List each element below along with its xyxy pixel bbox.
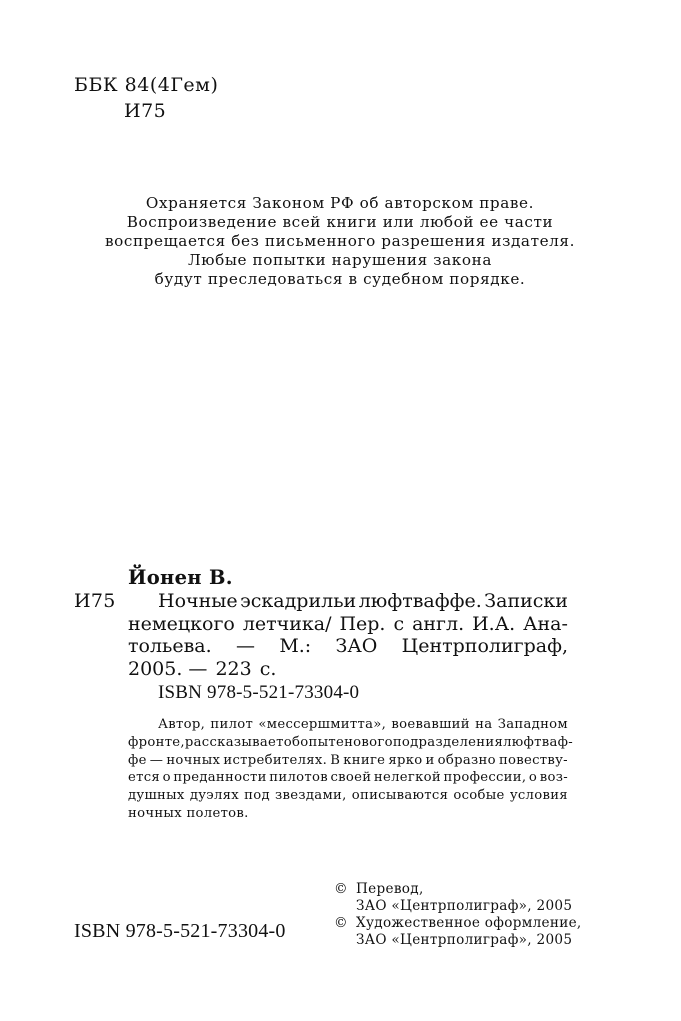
biblio-line: [128, 658, 568, 681]
record-author: Йонен В.: [128, 566, 233, 589]
copyright-line: [334, 915, 582, 932]
annotation-word: и: [425, 752, 435, 768]
biblio-word: с.: [259, 657, 277, 680]
biblio-line: [128, 635, 568, 658]
annotation-word: ночных: [166, 752, 221, 768]
annotation-word: истребителях.: [223, 752, 328, 768]
annotation-word: под: [244, 788, 270, 804]
annotation-word: опыте: [300, 734, 345, 750]
annotation-word: люфтваф-: [503, 734, 574, 750]
annotation-line: [128, 734, 574, 752]
biblio-word: И.А.: [472, 612, 516, 635]
annotation-word: условия: [509, 788, 568, 804]
annotation-word: воз-: [539, 770, 568, 786]
notice-line: Воспроизведение всей книги или любой ее части: [126, 213, 554, 231]
annotation-word: «мессершмитта»,: [258, 717, 387, 732]
annotation-line: [128, 805, 568, 823]
biblio-word: летчика/: [242, 612, 332, 635]
annotation-word: пилот: [210, 717, 254, 732]
footer-isbn: ISBN 978-5-521-73304-0: [74, 920, 286, 942]
annotation-word: на: [475, 717, 493, 732]
annotation-word: —: [149, 752, 164, 768]
biblio-line: [128, 590, 568, 613]
copyright-entry: Перевод,: [356, 881, 424, 897]
notice-line: Любые попытки нарушения закона: [187, 251, 492, 269]
biblio-word: —: [236, 635, 255, 657]
annotation-line: [128, 752, 568, 770]
annotation-word: особые: [453, 788, 505, 804]
annotation-word: В: [330, 752, 341, 768]
biblio-word: Пер.: [339, 612, 386, 635]
annotation-line: [128, 787, 568, 805]
biblio-word: англ.: [412, 612, 465, 635]
annotation-line: [128, 769, 568, 787]
biblio-word: М.:: [279, 635, 312, 657]
biblio-word: Записки: [484, 590, 568, 612]
copyright-sign: ©: [334, 915, 348, 931]
annotation-word: образно: [437, 752, 496, 768]
annotation-word: рассказывает: [184, 734, 284, 750]
annotation-word: своей: [330, 770, 372, 786]
annotation-word: об: [283, 734, 301, 750]
annotation-word: звездами,: [275, 788, 347, 804]
copyright-block: [334, 881, 582, 949]
annotation-word: ночных полетов.: [128, 805, 249, 821]
annotation-word: дуэлях: [189, 788, 240, 804]
annotation-word: душных: [128, 788, 185, 804]
biblio-word: Ана-: [523, 612, 568, 635]
annotation-word: воевавший: [391, 717, 470, 732]
biblio-word: ЗАО: [335, 635, 378, 657]
biblio-word: 223: [215, 657, 252, 680]
annotation: [128, 716, 574, 823]
annotation-word: нового: [344, 734, 393, 750]
notice-line: Охраняется Законом РФ об авторском праве.: [145, 194, 535, 212]
bibliographic-description: [128, 590, 568, 680]
annotation-word: Западном: [497, 717, 568, 732]
annotation-line: [128, 716, 568, 734]
biblio-word: эскадрильи: [240, 590, 357, 612]
biblio-word: немецкого: [128, 612, 235, 635]
biblio-word: люфтваффе.: [358, 590, 482, 612]
annotation-word: ется: [128, 770, 161, 786]
bbk-code: ББК 84(4Гем): [74, 74, 219, 96]
copyright-line: ЗАО «Центрполиграф», 2005: [356, 932, 573, 948]
annotation-word: преданности: [173, 770, 267, 786]
copyright-sign: ©: [334, 881, 348, 897]
biblio-word: с: [393, 612, 405, 635]
annotation-word: фе: [128, 752, 147, 768]
annotation-word: повеству-: [498, 752, 568, 768]
biblio-word: Ночные: [158, 590, 238, 612]
annotation-word: описываются: [351, 788, 449, 804]
copyright-line: [334, 881, 582, 898]
annotation-word: о: [162, 770, 171, 786]
annotation-word: нелегкой: [373, 770, 441, 786]
record-isbn: ISBN 978-5-521-73304-0: [158, 682, 360, 703]
copyright-entry: Художественное оформление,: [356, 915, 582, 931]
annotation-word: ярко: [388, 752, 423, 768]
annotation-word: профессии,: [443, 770, 527, 786]
biblio-word: 2005. —: [128, 657, 208, 680]
copyright-line: ЗАО «Центрполиграф», 2005: [356, 898, 573, 914]
annotation-word: подразделения: [392, 734, 504, 750]
annotation-word: фронте,: [128, 734, 185, 750]
biblio-word: Центрполиграф,: [401, 635, 568, 657]
record-index: И75: [74, 590, 116, 612]
author-index-top: И75: [124, 100, 167, 122]
biblio-word: тольева.: [128, 635, 212, 657]
copyright-notice: [60, 194, 620, 289]
annotation-word: пилотов: [269, 770, 328, 786]
notice-line: будут преследоваться в судебном порядке.: [154, 270, 526, 288]
annotation-word: Автор,: [158, 717, 206, 732]
annotation-word: книге: [343, 752, 386, 768]
biblio-line: [128, 613, 568, 636]
annotation-word: о: [528, 770, 538, 786]
notice-line: воспрещается без письменного разрешения издателя.: [104, 232, 576, 250]
